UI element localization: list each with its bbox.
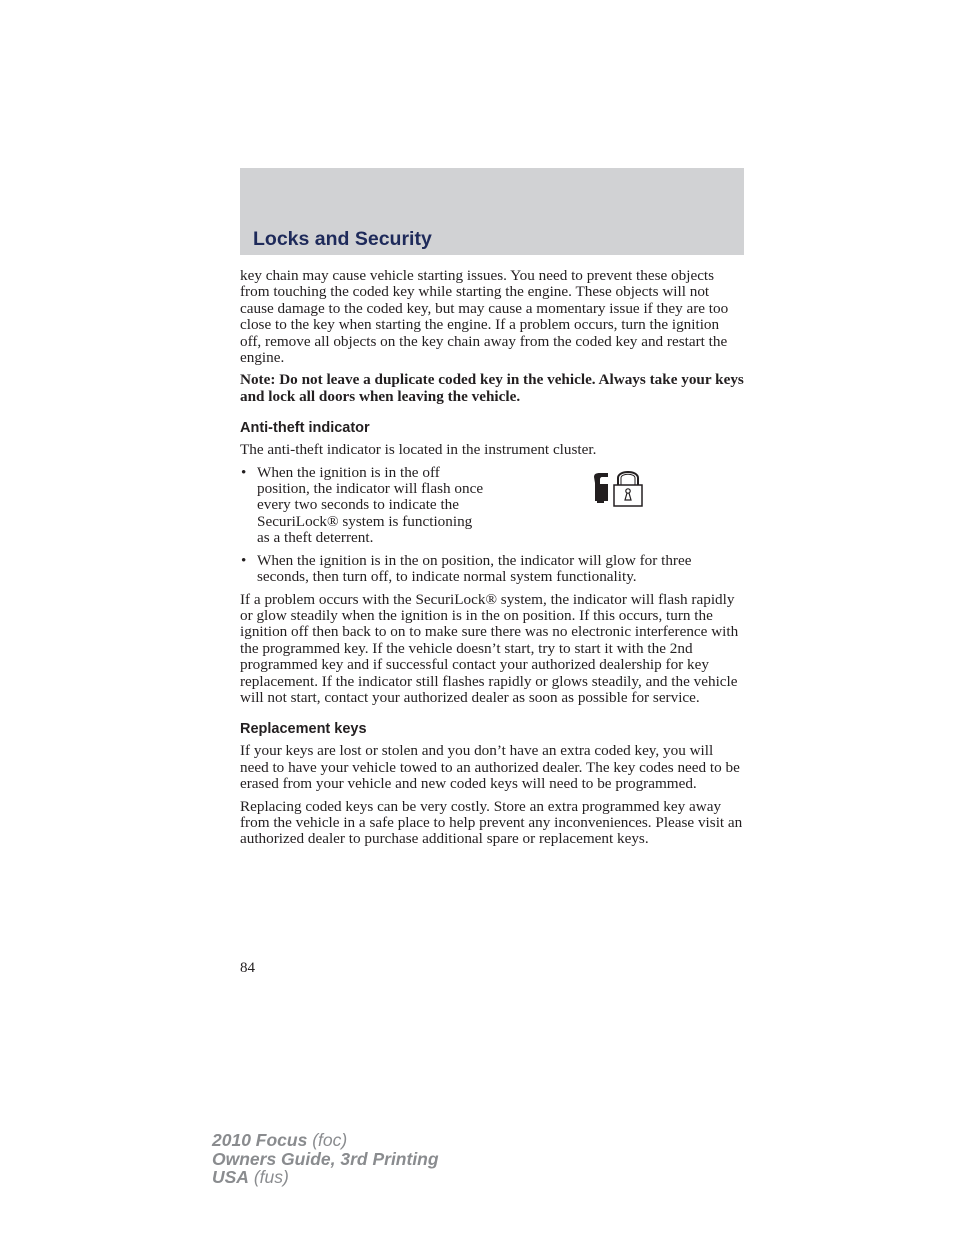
page-number: 84 (240, 960, 255, 976)
intro-paragraph: key chain may cause vehicle starting issues. You need to prevent these objects from touching the coded key while starting the engine. These objects will not cause damage to the coded key, but may cause a momentary issue if they are too close to the key when starting the engine. If a problem occurs, turn the ignition off, remove all objects on the key chain away from the coded key and restart the engine. (240, 267, 729, 367)
bullet-text: When the ignition is in the on position, the indicator will glow for three seconds, then turn off, to indicate normal system functionality. (257, 551, 692, 586)
anti-theft-intro: The anti-theft indicator is located in the instrument cluster. (240, 441, 597, 459)
anti-theft-car-lock-icon (592, 469, 650, 507)
footer-guide: Owners Guide, 3rd Printing (212, 1148, 439, 1169)
footer-line-model (212, 1131, 439, 1150)
document-footer (212, 1131, 439, 1187)
anti-theft-problem-paragraph: If a problem occurs with the SecuriLock® system, the indicator will flash rapidly or glow steadily when the ignition is in the on position. If this occurs, turn the ignition off then back to on to make sure there was no electronic interference with the programmed key. If the vehicle doesn’t start, try to start it with the 2nd programmed key and if successful contact your authorized dealership for key replacement. If the indicator still flashes rapidly or glows steadily, and the vehicle will not start, contact your authorized dealer as soon as possible for service. (240, 590, 739, 706)
list-item (240, 465, 744, 547)
bullet-text: • When the ignition is in the off position, the indicator will flash once every two seconds to indicate the SecuriLock® system is functioning as a theft deterrent. (257, 463, 484, 547)
footer-model: 2010 Focus (212, 1130, 308, 1150)
page-content (240, 268, 744, 854)
section-header-band (240, 168, 744, 255)
footer-line-guide (212, 1150, 439, 1169)
anti-theft-heading: Anti-theft indicator (240, 420, 370, 437)
footer-market-code: (fus) (253, 1167, 289, 1187)
replacement-keys-heading: Replacement keys (240, 721, 367, 738)
footer-line-market (212, 1168, 439, 1187)
replacement-keys-paragraph: Replacing coded keys can be very costly. Store an extra programmed key away from the vehicle in a safe place to help prevent any inconveniences. Please visit an authorized dealer to purchase additional spare or replacement keys. (240, 797, 743, 848)
note-paragraph: Note: Do not leave a duplicate coded key in the vehicle. Always take your keys and lock all doors when leaving the vehicle. (240, 371, 744, 405)
section-title: Locks and Security (253, 228, 432, 250)
replacement-keys-paragraph: If your keys are lost or stolen and you don’t have an extra coded key, you will need to have your vehicle towed to an authorized dealer. The key codes need to be erased from your vehicle and new coded keys will need to be programmed. (240, 742, 740, 793)
footer-model-code: (foc) (312, 1130, 348, 1150)
list-item (240, 553, 744, 586)
footer-market: USA (212, 1167, 249, 1187)
anti-theft-bullet-list (240, 465, 744, 586)
